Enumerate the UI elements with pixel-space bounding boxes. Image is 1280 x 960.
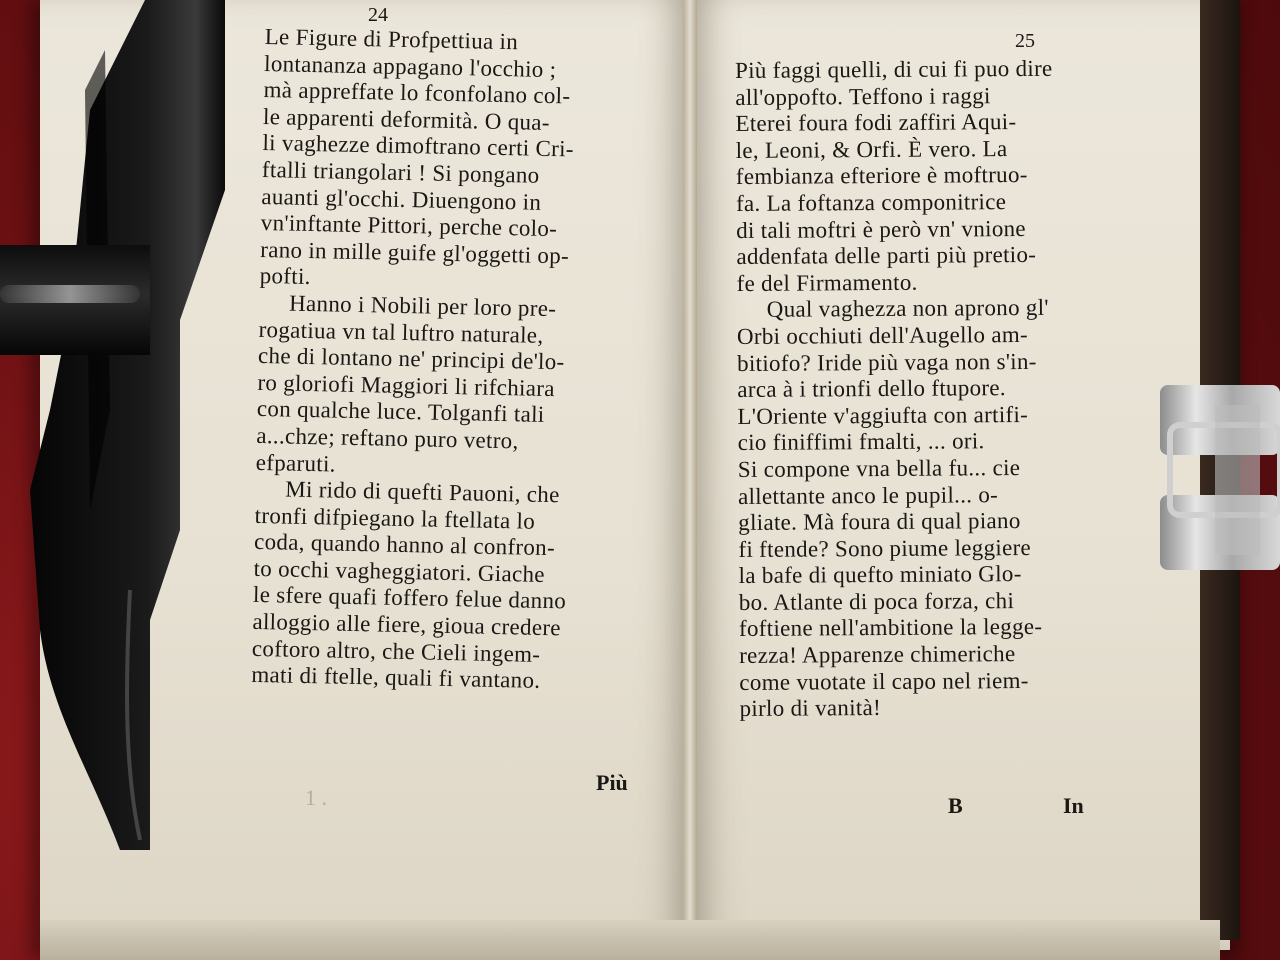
left-catchword: Più xyxy=(596,770,628,795)
page-bottom-edge xyxy=(40,920,1220,960)
text-line: li vaghezze dimoftrano certi Cri- xyxy=(262,130,575,162)
clip-highlight xyxy=(0,285,140,303)
text-line: Eterei foura fodi zaffiri Aqui- xyxy=(735,109,1017,137)
text-line: le, Leoni, & Orfi. È vero. La xyxy=(735,135,1008,163)
text-line: la bafe di quefto miniato Glo- xyxy=(738,561,1022,589)
text-line: di tali moftri è però vn' vnione xyxy=(736,215,1026,243)
text-line: Più faggi quelli, di cui fi puo dire xyxy=(735,55,1053,83)
text-line: rezza! Apparenze chimeriche xyxy=(739,641,1016,669)
text-line: arca à i trionfi dello ftupore. xyxy=(737,375,1006,403)
text-line: addenfata delle parti più pretio- xyxy=(736,242,1037,270)
black-clip-arm xyxy=(30,0,225,860)
text-line: mà appreffate lo fconfolano col- xyxy=(263,77,571,109)
text-line: Si compone vna bella fu... cie xyxy=(737,454,1021,482)
text-line: cio finiffimi fmalti, ... ori. xyxy=(737,428,985,456)
text-line: rano in mille guife gl'oggetti op- xyxy=(260,236,570,269)
text-line: foftiene nell'ambitione la legge- xyxy=(738,614,1043,642)
text-line: Le Figure di Profpettiua in xyxy=(264,24,519,55)
text-line: fe del Firmamento. xyxy=(736,269,918,296)
text-line: ftalli triangolari ! Si pongano xyxy=(261,156,540,188)
text-line: allettante anco le pupil... o- xyxy=(737,481,999,509)
text-line: coda, quando hanno al confron- xyxy=(253,529,556,561)
text-line: bitiofo? Iride più vaga non s'in- xyxy=(737,348,1037,376)
text-line: le sfere quafi foffero felue danno xyxy=(252,582,567,614)
text-line: efparuti. xyxy=(255,449,337,477)
text-line: fi ftende? Sono piume leggiere xyxy=(738,534,1032,562)
text-line: a...chze; reftano puro vetro, xyxy=(256,422,519,454)
text-line: all'oppofto. Teffono i raggi xyxy=(735,82,991,110)
right-page-number: 25 xyxy=(1015,30,1035,52)
signature-mark: B xyxy=(948,793,963,818)
text-line: pofti. xyxy=(259,263,311,290)
text-line: fa. La foftanza componitrice xyxy=(735,189,1007,216)
right-page-text xyxy=(735,55,1120,722)
left-page-number: 24 xyxy=(368,4,388,26)
text-line: con qualche luce. Tolganfi tali xyxy=(256,396,545,428)
text-line: pirlo di vanità! xyxy=(739,695,882,722)
text-line: lontananza appagano l'occhio ; xyxy=(263,50,557,82)
text-line: mati di ftelle, quali fi vantano. xyxy=(251,662,541,694)
text-line: auanti gl'occhi. Diuengono in xyxy=(261,183,542,215)
text-line: tronfi difpiegano la ftellata lo xyxy=(254,502,536,534)
text-line: Orbi occhiuti dell'Augello am- xyxy=(736,321,1029,349)
text-line: che di lontano ne' principi de'lo- xyxy=(257,343,565,375)
text-line: gliate. Mà foura di qual piano xyxy=(738,508,1021,536)
right-catchword: In xyxy=(1063,793,1084,818)
text-line: Qual vaghezza non aprono gl' xyxy=(766,295,1049,323)
text-line: come vuotate il capo nel riem- xyxy=(739,667,1029,695)
show-through-mark: 1 . xyxy=(305,785,327,810)
text-line: to occhi vagheggiatori. Giache xyxy=(253,555,546,587)
text-line: alloggio alle fiere, gioua credere xyxy=(252,608,562,641)
text-line: bo. Atlante di poca forza, chi xyxy=(738,587,1015,615)
text-line: Hanno i Nobili per loro pre- xyxy=(288,290,557,322)
text-line: Mi rido di quefti Pauoni, che xyxy=(285,476,560,508)
text-line: ro gloriofi Maggiori li rifchiara xyxy=(257,369,556,401)
metal-binder-clip xyxy=(1160,385,1280,570)
text-line: vn'inftante Pittori, perche colo- xyxy=(260,210,558,242)
text-line: L'Oriente v'aggiufta con artifi- xyxy=(737,401,1029,429)
text-line: coftoro altro, che Cieli ingem- xyxy=(251,635,541,667)
left-page-text xyxy=(251,24,695,698)
text-line: fembianza efteriore è moftruo- xyxy=(735,162,1028,190)
text-line: le apparenti deformità. O qua- xyxy=(262,103,551,135)
text-line: rogatiua vn tal luftro naturale, xyxy=(258,316,544,348)
